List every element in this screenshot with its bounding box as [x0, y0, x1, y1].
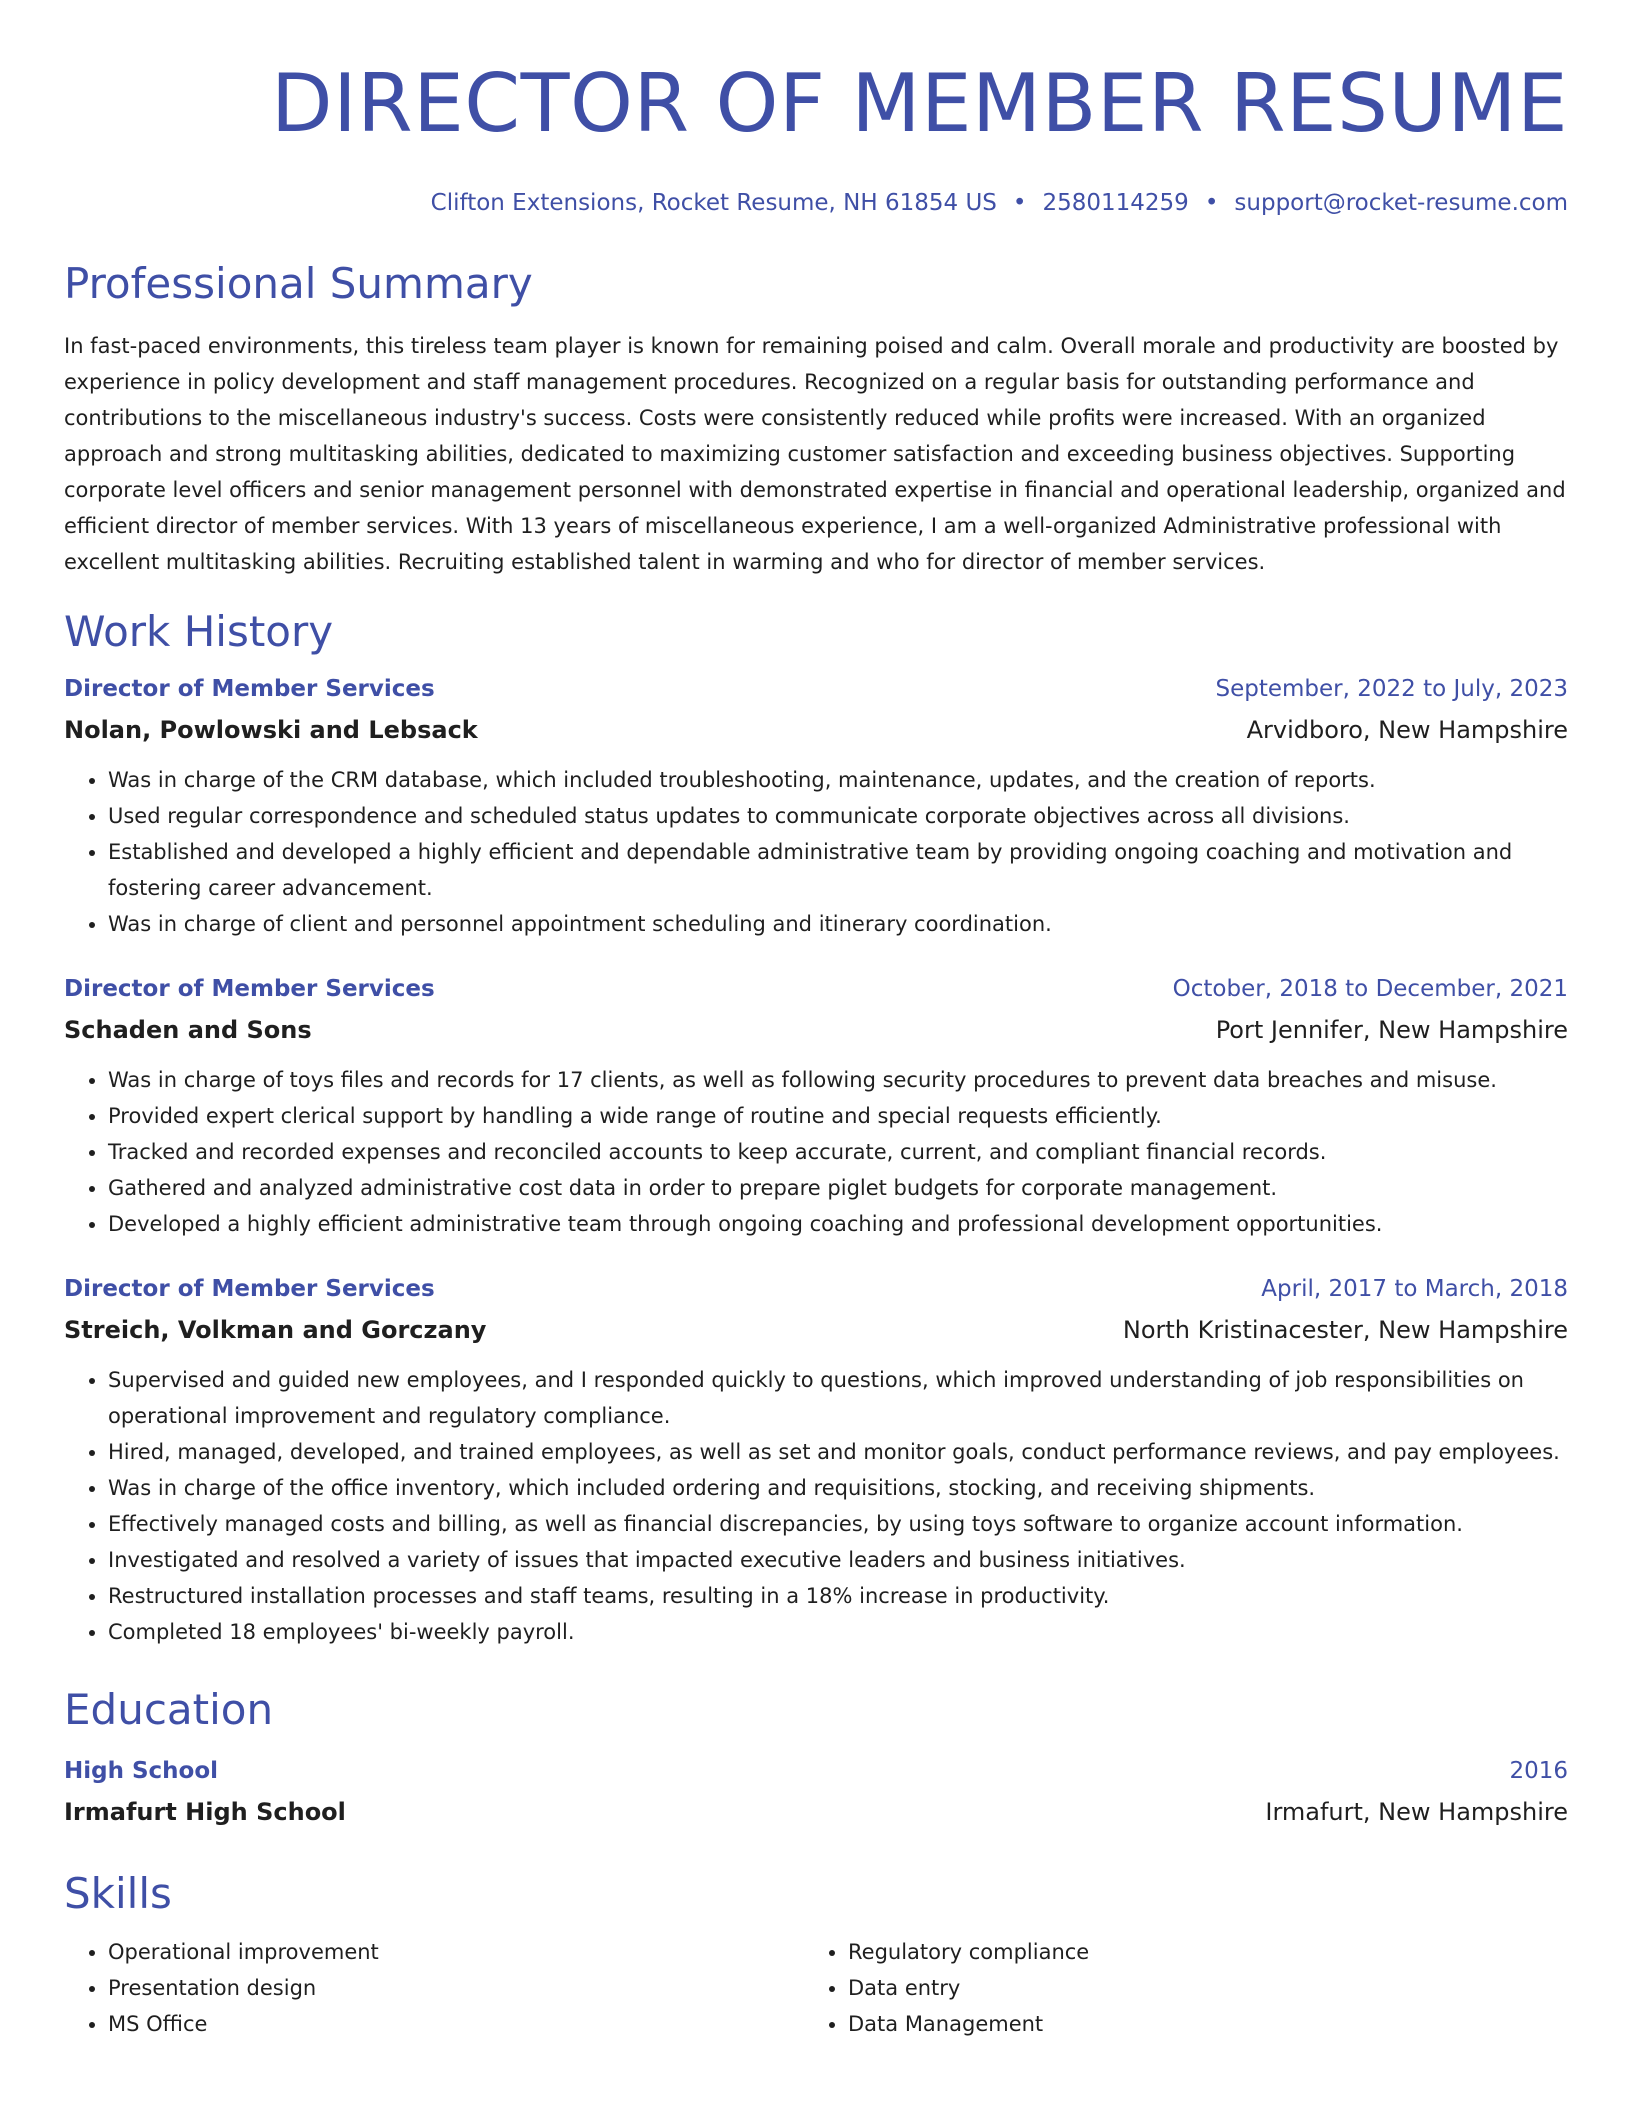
job-bullets: [64, 762, 1568, 942]
skill-item: • Operational improvement: [108, 1934, 804, 1970]
summary-heading: Professional Summary: [64, 259, 533, 308]
skills-column-right: [804, 1934, 1544, 2042]
skills-column-left: [64, 1934, 804, 2042]
job-dates: October, 2018 to December, 2021: [1172, 976, 1568, 1002]
job-location: Port Jennifer, New Hampshire: [1215, 1016, 1568, 1044]
job-title: Director of Member Services: [64, 1276, 435, 1302]
job-company: Schaden and Sons: [64, 1016, 312, 1044]
education-school: Irmafurt High School: [64, 1798, 346, 1826]
job-header: [64, 1274, 1568, 1304]
job-bullet: • Established and developed a highly efficient and dependable administrative team by providing ongoing coaching and motivation and fostering career advancement.: [108, 834, 1568, 906]
job-bullet: • Supervised and guided new employees, and I responded quickly to questions, which improved understanding of job responsibilities on operational improvement and regulatory compliance.: [108, 1362, 1568, 1434]
skills-list: [64, 1934, 1568, 2042]
job-bullets: [64, 1062, 1568, 1242]
work-history-heading: Work History: [64, 607, 334, 656]
education-subheader: [64, 1796, 1568, 1828]
job-bullet: • Effectively managed costs and billing, as well as financial discrepancies, by using toys software to organize account information.: [108, 1506, 1568, 1542]
job-bullets: [64, 1362, 1568, 1650]
skills-heading: Skills: [64, 1869, 172, 1918]
job-entry: [64, 674, 1568, 942]
job-bullet: • Was in charge of client and personnel appointment scheduling and itinerary coordination.: [108, 906, 1568, 942]
job-location: Arvidboro, New Hampshire: [1246, 716, 1568, 744]
job-dates: April, 2017 to March, 2018: [1261, 1276, 1568, 1302]
job-entry: [64, 974, 1568, 1242]
job-bullet: • Provided expert clerical support by handling a wide range of routine and special requests efficiently.: [108, 1098, 1568, 1134]
job-bullet: • Was in charge of the CRM database, which included troubleshooting, maintenance, updates, and the creation of reports.: [108, 762, 1568, 798]
job-header: [64, 974, 1568, 1004]
job-bullet: • Was in charge of the office inventory, which included ordering and requisitions, stocking, and receiving shipments.: [108, 1470, 1568, 1506]
contact-line: [64, 188, 1568, 218]
job-entry: [64, 1274, 1568, 1650]
job-subheader: [64, 1314, 1568, 1346]
contact-phone: 2580114259: [1042, 190, 1189, 216]
job-bullet: • Was in charge of toys files and records for 17 clients, as well as following security procedures to prevent data breaches and misuse.: [108, 1062, 1568, 1098]
job-subheader: [64, 714, 1568, 746]
job-bullet: • Completed 18 employees' bi-weekly payroll.: [108, 1614, 1568, 1650]
job-title: Director of Member Services: [64, 976, 435, 1002]
education-year: 2016: [1509, 1758, 1568, 1784]
job-location: North Kristinacester, New Hampshire: [1122, 1316, 1568, 1344]
education-location: Irmafurt, New Hampshire: [1265, 1798, 1568, 1826]
education-header: [64, 1756, 1568, 1786]
job-company: Nolan, Powlowski and Lebsack: [64, 716, 478, 744]
resume-title: DIRECTOR OF MEMBER RESUME: [270, 57, 1568, 150]
skill-item: • Data Management: [848, 2006, 1544, 2042]
job-bullet: • Restructured installation processes and staff teams, resulting in a 18% increase in productivity.: [108, 1578, 1568, 1614]
job-bullet: • Gathered and analyzed administrative cost data in order to prepare piglet budgets for corporate management.: [108, 1170, 1568, 1206]
education-degree: High School: [64, 1758, 219, 1784]
job-title: Director of Member Services: [64, 676, 435, 702]
summary-text: In fast-paced environments, this tireless team player is known for remaining poised and calm. Overall morale and productivity are boosted by experience in policy development and staff management procedures. Recognized on a regular basis for outstanding performance and contributions to the miscellaneous industry's success. Costs were consistently reduced while profits were increased. With an organized approach and strong multitasking abilities, dedicated to maximizing customer satisfaction and exceeding business objectives. Supporting corporate level officers and senior management personnel with demonstrated expertise in financial and operational leadership, organized and efficient director of member services. With 13 years of miscellaneous experience, I am a well-organized Administrative professional with excellent multitasking abilities. Recruiting established talent in warming and who for director of member services.: [64, 334, 1566, 574]
job-bullet: • Hired, managed, developed, and trained employees, as well as set and monitor goals, conduct performance reviews, and pay employees.: [108, 1434, 1568, 1470]
job-bullet: • Investigated and resolved a variety of issues that impacted executive leaders and business initiatives.: [108, 1542, 1568, 1578]
education-entry: [64, 1756, 1568, 1828]
contact-email[interactable]: support@rocket-resume.com: [1234, 190, 1568, 216]
skill-item: • MS Office: [108, 2006, 804, 2042]
job-subheader: [64, 1014, 1568, 1046]
education-heading: Education: [64, 1685, 274, 1734]
contact-address: Clifton Extensions, Rocket Resume, NH 61854 US: [430, 190, 997, 216]
job-bullet: • Developed a highly efficient administrative team through ongoing coaching and professional development opportunities.: [108, 1206, 1568, 1242]
job-header: [64, 674, 1568, 704]
contact-separator: •: [1012, 190, 1027, 216]
job-bullet: • Used regular correspondence and scheduled status updates to communicate corporate objectives across all divisions.: [108, 798, 1568, 834]
skill-item: • Presentation design: [108, 1970, 804, 2006]
job-dates: September, 2022 to July, 2023: [1215, 676, 1568, 702]
contact-separator: •: [1204, 190, 1219, 216]
job-bullet: • Tracked and recorded expenses and reconciled accounts to keep accurate, current, and compliant financial records.: [108, 1134, 1568, 1170]
skill-item: • Data entry: [848, 1970, 1544, 2006]
skill-item: • Regulatory compliance: [848, 1934, 1544, 1970]
job-company: Streich, Volkman and Gorczany: [64, 1316, 487, 1344]
